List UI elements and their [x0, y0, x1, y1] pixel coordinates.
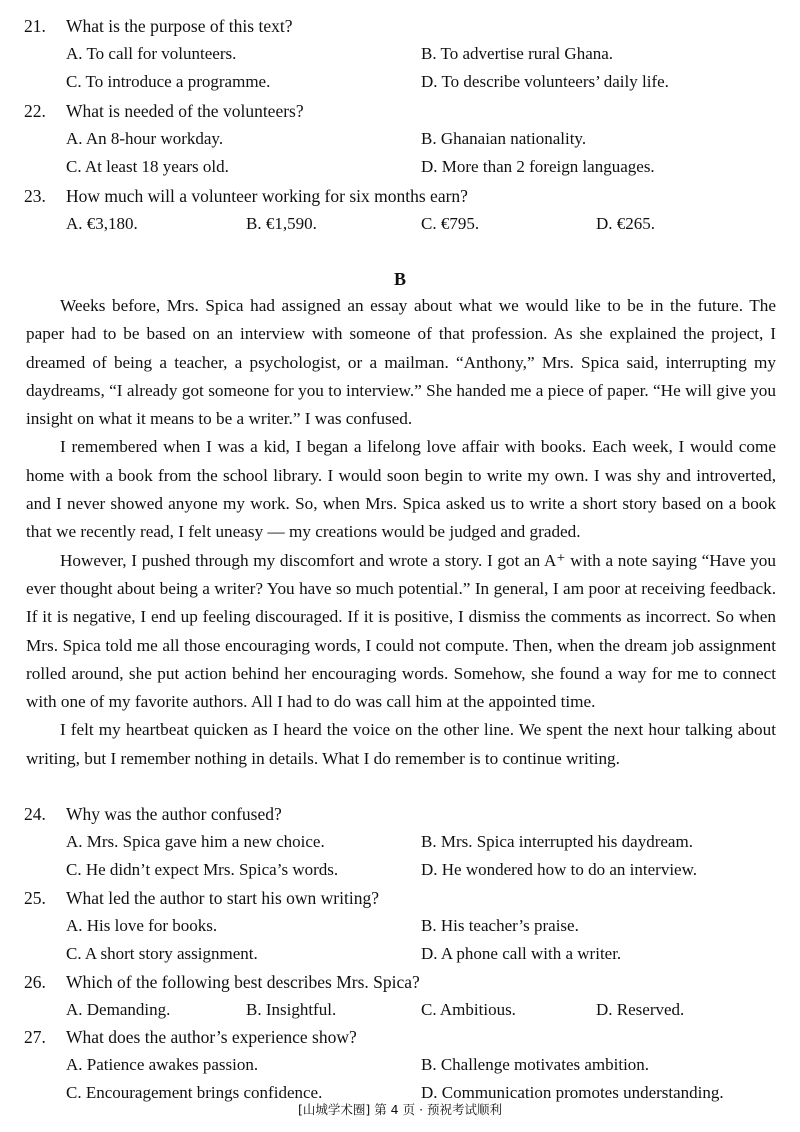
- question-number: 24.: [24, 804, 46, 824]
- question-stem: Why was the author confused?: [66, 804, 282, 824]
- option-b: B. Ghanaian nationality.: [421, 129, 587, 148]
- question-21: [24, 12, 776, 96]
- option-c: C. At least 18 years old.: [66, 157, 229, 176]
- question-25: [24, 884, 776, 968]
- question-number: 22.: [24, 101, 46, 121]
- option-c: C. A short story assignment.: [66, 944, 258, 963]
- option-a: A. Demanding.: [66, 1000, 171, 1019]
- reading-passage: [26, 292, 776, 773]
- option-c: C. €795.: [421, 214, 480, 233]
- passage-paragraph: I felt my heartbeat quicken as I heard the voice on the other line. We spent the next hour talking about writing, but I remember nothing in details. What I do remember is to continue writing.: [26, 720, 776, 768]
- passage-paragraph: I remembered when I was a kid, I began a lifelong love affair with books. Each week, I would come home with a book from the school library. I would soon begin to write my own. I was shy and introverted, and I never showed anyone my work. So, when Mrs. Spica asked us to write a short story based on a book that we recently read, I felt uneasy — my creations would be judged and graded.: [26, 437, 776, 542]
- option-d: D. Communication promotes understanding.: [421, 1083, 724, 1102]
- option-b: B. To advertise rural Ghana.: [421, 44, 614, 63]
- option-b: B. Challenge motivates ambition.: [421, 1055, 650, 1074]
- option-c: C. He didn’t expect Mrs. Spica’s words.: [66, 860, 339, 879]
- page-footer: [山城学术圈] 第 4 页 · 预祝考试顺利: [297, 1102, 503, 1117]
- question-27: [24, 1023, 776, 1107]
- passage-paragraph: However, I pushed through my discomfort and wrote a story. I got an A⁺ with a note saying “Have you ever thought about being a writer? You have so much potential.” In general, I am poor at receiving feedback. If it is negative, I end up feeling discouraged. If it is positive, I dismiss the comments as incorrect. So when Mrs. Spica told me all those encouraging words, I could not compute. Then, when the dream job assignment rolled around, she put action behind her encouraging words. Somehow, she found a way for me to connect with one of my favorite authors. All I had to do was call him at the appointed time.: [26, 550, 776, 712]
- option-b: B. Insightful.: [246, 1000, 337, 1019]
- question-24: [24, 800, 776, 884]
- option-d: D. More than 2 foreign languages.: [421, 157, 655, 176]
- question-stem: What is needed of the volunteers?: [66, 101, 304, 121]
- question-number: 25.: [24, 888, 46, 908]
- passage-paragraph: Weeks before, Mrs. Spica had assigned an essay about what we would like to be in the future. The paper had to be based on an interview with someone of that profession. As she explained the project, I dreamed of being a teacher, a psychologist, or a mailman. “Anthony,” Mrs. Spica said, interrupting my daydreams, “I already got someone for you to interview.” She handed me a piece of paper. “He will give you insight on what it means to be a writer.” I was confused.: [26, 296, 776, 429]
- question-number: 23.: [24, 186, 46, 206]
- option-a: A. His love for books.: [66, 916, 218, 935]
- question-number: 27.: [24, 1027, 46, 1047]
- option-a: A. Patience awakes passion.: [66, 1055, 259, 1074]
- section-title: B: [393, 269, 406, 289]
- option-a: A. €3,180.: [66, 214, 138, 233]
- option-d: D. To describe volunteers’ daily life.: [421, 72, 669, 91]
- option-c: C. Encouragement brings confidence.: [66, 1083, 323, 1102]
- question-26: [24, 968, 776, 1024]
- option-a: A. To call for volunteers.: [66, 44, 237, 63]
- question-stem: Which of the following best describes Mrs. Spica?: [66, 972, 420, 992]
- question-stem: What does the author’s experience show?: [66, 1027, 357, 1047]
- option-a: A. An 8-hour workday.: [66, 129, 224, 148]
- question-22: [24, 97, 776, 181]
- question-stem: What is the purpose of this text?: [66, 16, 293, 36]
- option-c: C. To introduce a programme.: [66, 72, 271, 91]
- option-d: D. Reserved.: [596, 1000, 685, 1019]
- question-number: 26.: [24, 972, 46, 992]
- option-a: A. Mrs. Spica gave him a new choice.: [66, 832, 325, 851]
- option-d: D. €265.: [596, 214, 656, 233]
- question-stem: What led the author to start his own writing?: [66, 888, 379, 908]
- option-b: B. €1,590.: [246, 214, 317, 233]
- option-b: B. His teacher’s praise.: [421, 916, 579, 935]
- option-d: D. He wondered how to do an interview.: [421, 860, 698, 879]
- question-stem: How much will a volunteer working for six months earn?: [66, 186, 468, 206]
- option-d: D. A phone call with a writer.: [421, 944, 622, 963]
- option-c: C. Ambitious.: [421, 1000, 516, 1019]
- option-b: B. Mrs. Spica interrupted his daydream.: [421, 832, 693, 851]
- question-23: [24, 182, 776, 238]
- question-number: 21.: [24, 16, 46, 36]
